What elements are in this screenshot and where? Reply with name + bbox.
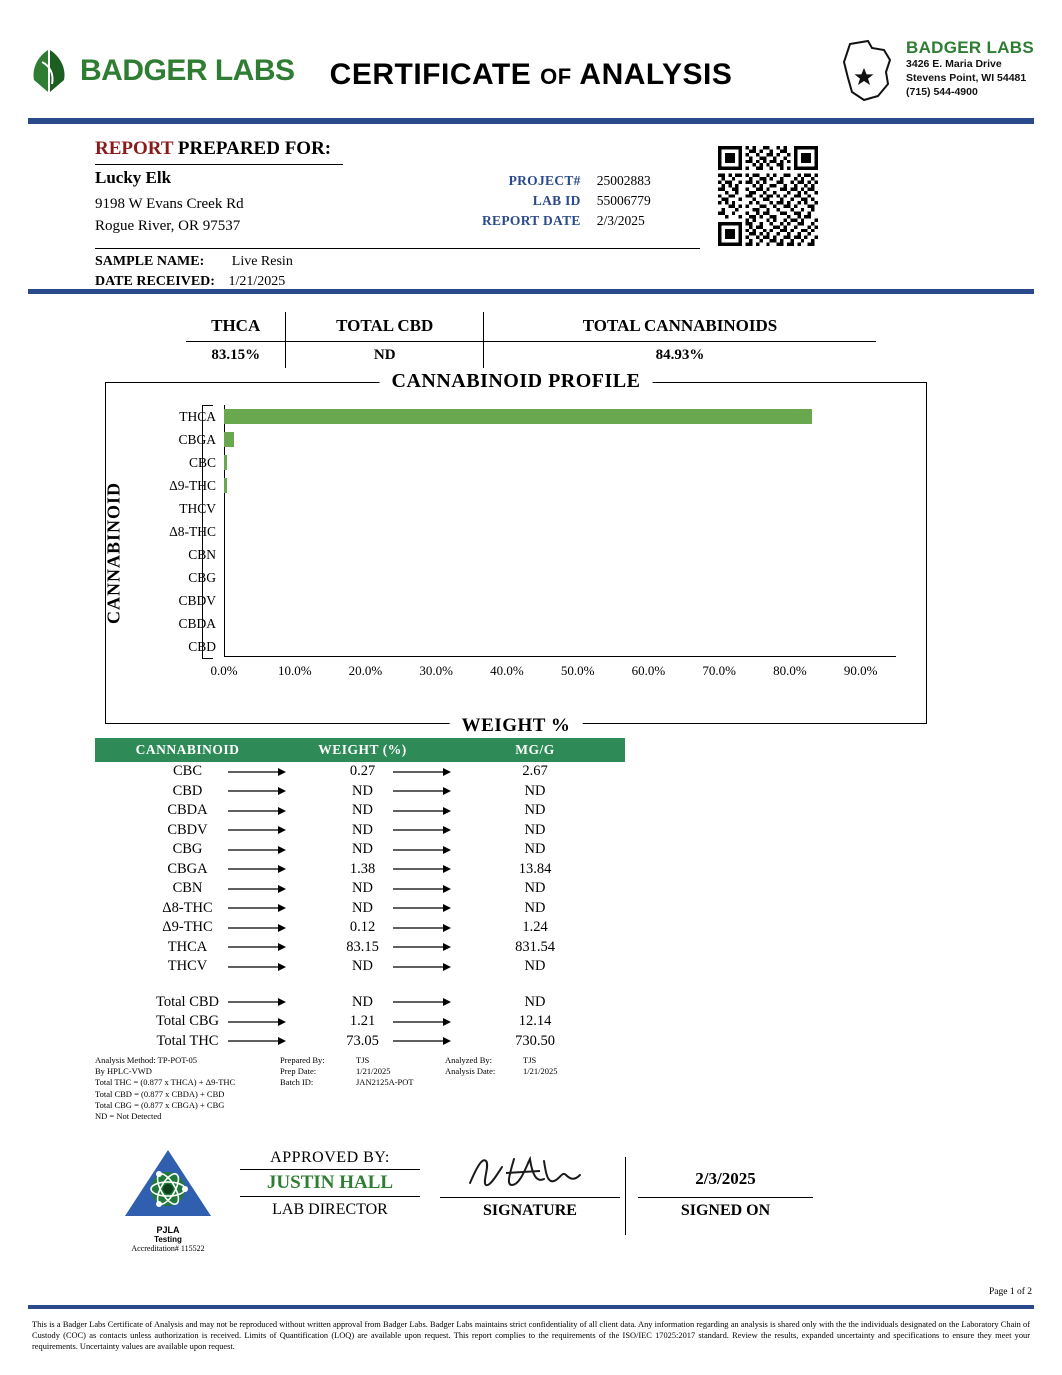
chart-x-tick: 60.0% bbox=[631, 663, 666, 678]
table-row bbox=[95, 938, 625, 958]
signed-on-rule bbox=[638, 1197, 813, 1198]
table-row bbox=[95, 957, 625, 977]
cannabinoid-profile-chart bbox=[103, 370, 927, 736]
arrow-icon bbox=[393, 1037, 451, 1046]
lab-phone: (715) 544-4900 bbox=[906, 85, 978, 98]
results-spacer bbox=[95, 977, 625, 993]
method-note-line: Analysis Method: TP-POT-05 bbox=[95, 1055, 198, 1065]
note-value: TJS bbox=[523, 1055, 537, 1065]
note-key: Analyzed By: bbox=[445, 1055, 492, 1065]
note-value: 1/21/2025 bbox=[356, 1066, 391, 1077]
summary-header-thca: THCA bbox=[186, 312, 286, 342]
chart-x-tick: 90.0% bbox=[843, 663, 878, 678]
analyte-weight: ND bbox=[280, 900, 445, 917]
chart-category-label: Δ8-THC bbox=[169, 524, 216, 539]
summary-table bbox=[186, 312, 876, 368]
method-note-line: Total CBD = (0.877 x CBDA) + CBD bbox=[95, 1088, 225, 1099]
signed-on-date: 2/3/2025 bbox=[695, 1169, 756, 1188]
chart-category-label: CBG bbox=[188, 570, 216, 585]
analyte-weight: 83.15 bbox=[280, 939, 445, 956]
arrow-icon bbox=[228, 865, 286, 874]
arrow-icon bbox=[228, 962, 286, 971]
arrow-icon bbox=[228, 806, 286, 815]
analyte-name: Total CBD bbox=[155, 993, 220, 1010]
analyte-mgg: ND bbox=[445, 900, 625, 917]
table-row bbox=[95, 1012, 625, 1032]
arrow-icon bbox=[393, 923, 451, 932]
note-kv-row bbox=[445, 1066, 645, 1077]
table-row bbox=[482, 212, 651, 230]
client-street: 9198 W Evans Creek Rd bbox=[95, 196, 244, 212]
analyte-weight: 73.05 bbox=[280, 1033, 445, 1050]
method-note-line: Total CBG = (0.877 x CBGA) + CBG bbox=[95, 1099, 225, 1110]
lab-address-line2: Stevens Point, WI 54481 bbox=[906, 71, 1027, 84]
note-key: Analysis Date: bbox=[445, 1066, 496, 1077]
summary-value-total-cannabinoids: 84.93% bbox=[484, 342, 877, 369]
table-row bbox=[95, 860, 625, 880]
analyte-weight: ND bbox=[280, 802, 445, 819]
method-notes bbox=[95, 1055, 655, 1127]
chart-x-tick: 80.0% bbox=[773, 663, 807, 678]
analyte-weight: ND bbox=[280, 783, 445, 800]
title-of: OF bbox=[540, 64, 572, 89]
analyte-mgg: 1.24 bbox=[445, 919, 625, 936]
lab-brand: BADGER LABS bbox=[906, 38, 1034, 57]
table-row bbox=[95, 879, 625, 899]
table-row bbox=[95, 801, 625, 821]
chart-category-label: CBGA bbox=[178, 432, 216, 447]
sample-name-label: SAMPLE NAME: bbox=[95, 254, 205, 269]
analyte-weight: ND bbox=[280, 994, 445, 1011]
approved-by-block bbox=[240, 1149, 420, 1219]
signature-rule bbox=[440, 1197, 620, 1198]
chart-bar-row bbox=[178, 428, 896, 451]
report-date-value: 2/3/2025 bbox=[596, 213, 645, 228]
chart-bar-row bbox=[179, 497, 896, 520]
analyte-weight: ND bbox=[280, 822, 445, 839]
chart-x-tick: 20.0% bbox=[348, 663, 383, 678]
analyte-mgg: ND bbox=[445, 841, 625, 858]
analyte-name: CBC bbox=[172, 763, 202, 780]
signature-image bbox=[440, 1149, 620, 1197]
method-note-line: ND = Not Detected bbox=[95, 1111, 162, 1122]
chart-bar-row bbox=[169, 520, 896, 543]
table-header-row bbox=[186, 312, 876, 342]
arrow-icon bbox=[228, 1037, 286, 1046]
project-number-label: PROJECT# bbox=[508, 173, 581, 188]
qr-code[interactable] bbox=[718, 146, 818, 246]
analyte-weight: ND bbox=[280, 841, 445, 858]
results-header-row bbox=[95, 738, 625, 762]
approval-section bbox=[0, 1141, 1062, 1251]
analyte-name: CBDV bbox=[167, 821, 208, 838]
analysis-info bbox=[445, 1055, 645, 1077]
results-header-cannabinoid: CANNABINOID bbox=[135, 742, 240, 757]
results-header-weight: WEIGHT (%) bbox=[318, 742, 407, 757]
project-fields-table bbox=[480, 170, 653, 232]
analyte-name: Total THC bbox=[156, 1032, 219, 1049]
pjla-name: PJLA bbox=[156, 1225, 180, 1235]
analyte-mgg: 12.14 bbox=[445, 1013, 625, 1030]
approval-vertical-divider bbox=[625, 1157, 626, 1235]
results-body bbox=[95, 762, 625, 977]
chart-category-label: CBC bbox=[188, 455, 216, 470]
report-date-label: REPORT DATE bbox=[482, 213, 581, 228]
arrow-icon bbox=[393, 787, 451, 796]
method-note-line: Total THC = (0.877 x THCA) + Δ9-THC bbox=[95, 1077, 236, 1088]
report-info-section bbox=[0, 124, 1062, 289]
analyte-weight: ND bbox=[280, 880, 445, 897]
summary-header-total-cannabinoids: TOTAL CANNABINOIDS bbox=[484, 312, 877, 342]
arrow-icon bbox=[393, 1017, 451, 1026]
chart-x-axis-label: WEIGHT % bbox=[450, 715, 583, 737]
chart-category-label: CBN bbox=[188, 547, 216, 562]
arrow-icon bbox=[228, 845, 286, 854]
summary-value-thca: 83.15% bbox=[211, 347, 261, 363]
chart-x-ticks bbox=[210, 663, 896, 681]
table-row bbox=[482, 192, 651, 210]
table-row bbox=[95, 840, 625, 860]
chart-category-label: CBDA bbox=[178, 616, 216, 631]
arrow-icon bbox=[393, 826, 451, 835]
chart-bar-row bbox=[169, 474, 896, 497]
chart-bar bbox=[224, 409, 812, 424]
chart-bar-row bbox=[179, 405, 896, 428]
chart-bar-row bbox=[178, 589, 896, 612]
arrow-icon bbox=[228, 904, 286, 913]
pjla-accreditation-number: Accreditation# 115522 bbox=[131, 1244, 205, 1253]
title-tail: ANALYSIS bbox=[579, 58, 733, 91]
analyte-mgg: ND bbox=[445, 822, 625, 839]
signature-label: SIGNATURE bbox=[483, 1202, 577, 1219]
date-received-label: DATE RECEIVED: bbox=[95, 274, 215, 289]
table-row bbox=[95, 782, 625, 802]
lab-id-label: LAB ID bbox=[532, 193, 581, 208]
sample-name-row bbox=[95, 254, 293, 270]
arrow-icon bbox=[228, 787, 286, 796]
date-received-value: 1/21/2025 bbox=[228, 274, 286, 289]
table-row bbox=[95, 1032, 625, 1052]
analyte-weight: 0.27 bbox=[280, 763, 445, 780]
analyte-mgg: 2.67 bbox=[445, 763, 625, 780]
arrow-icon bbox=[393, 884, 451, 893]
arrow-icon bbox=[393, 998, 451, 1007]
lab-address-line1: 3426 E. Maria Drive bbox=[906, 58, 1002, 70]
analyte-name: THCA bbox=[167, 938, 208, 955]
sample-divider bbox=[95, 248, 700, 249]
analyte-name: CBG bbox=[172, 841, 203, 858]
chart-bar-row bbox=[178, 612, 896, 635]
note-value: TJS bbox=[356, 1055, 370, 1065]
arrow-icon bbox=[228, 826, 286, 835]
chart-bar bbox=[224, 432, 234, 447]
arrow-icon bbox=[228, 1017, 286, 1026]
table-row bbox=[482, 172, 651, 190]
results-header-mgg: MG/G bbox=[515, 742, 555, 757]
analyte-mgg: 831.54 bbox=[445, 939, 625, 956]
approver-rule bbox=[240, 1196, 420, 1197]
analyte-mgg: 730.50 bbox=[445, 1033, 625, 1050]
arrow-icon bbox=[393, 904, 451, 913]
prepared-for-word: PREPARED FOR: bbox=[177, 138, 332, 159]
page-header bbox=[0, 0, 1062, 118]
prep-info bbox=[280, 1055, 440, 1089]
arrow-icon bbox=[393, 845, 451, 854]
analyte-mgg: ND bbox=[445, 783, 625, 800]
analyte-name: Δ9-THC bbox=[162, 919, 213, 936]
summary-value-total-cbd: ND bbox=[286, 342, 484, 369]
approver-name: JUSTIN HALL bbox=[266, 1172, 394, 1193]
pjla-accreditation-badge bbox=[122, 1147, 214, 1253]
analyte-name: CBGA bbox=[167, 860, 208, 877]
analyte-name: THCV bbox=[167, 958, 208, 975]
chart-x-tick: 70.0% bbox=[702, 663, 736, 678]
chart-y-axis-label: CANNABINOID bbox=[103, 481, 124, 625]
chart-plot-area bbox=[169, 405, 896, 657]
report-word: REPORT bbox=[95, 138, 174, 159]
analyte-mgg: ND bbox=[445, 802, 625, 819]
note-kv-row bbox=[280, 1077, 440, 1088]
arrow-icon bbox=[228, 767, 286, 776]
chart-bar-row bbox=[188, 543, 896, 566]
logo-text: BADGER LABS bbox=[80, 54, 295, 87]
report-heading-underline bbox=[95, 164, 343, 165]
approved-by-label: APPROVED BY: bbox=[270, 1149, 390, 1166]
page-number: Page 1 of 2 bbox=[988, 1287, 1032, 1297]
wisconsin-map-icon bbox=[838, 38, 898, 104]
client-name: Lucky Elk bbox=[95, 168, 172, 187]
pjla-subtitle: Testing bbox=[154, 1235, 182, 1244]
analyte-name: Total CBG bbox=[155, 1013, 220, 1030]
analyte-weight: 1.38 bbox=[280, 861, 445, 878]
chart-category-label: THCA bbox=[179, 409, 216, 424]
note-key: Prep Date: bbox=[280, 1066, 317, 1077]
chart-bar-row bbox=[188, 566, 896, 589]
table-row bbox=[95, 762, 625, 782]
note-key: Prepared By: bbox=[280, 1055, 325, 1065]
note-kv-row bbox=[280, 1066, 440, 1077]
lab-address-block bbox=[838, 38, 1034, 104]
signed-on-label: SIGNED ON bbox=[680, 1202, 771, 1219]
note-kv-row bbox=[445, 1055, 645, 1066]
project-number-value: 25002883 bbox=[596, 173, 651, 188]
analyte-mgg: 13.84 bbox=[445, 861, 625, 878]
chart-x-tick: 0.0% bbox=[210, 663, 238, 678]
analyte-weight: 1.21 bbox=[280, 1013, 445, 1030]
note-key: Batch ID: bbox=[280, 1077, 314, 1088]
table-row bbox=[186, 342, 876, 369]
arrow-icon bbox=[393, 767, 451, 776]
analyte-weight: 0.12 bbox=[280, 919, 445, 936]
analyte-name: Δ8-THC bbox=[162, 899, 213, 916]
client-city: Rogue River, OR 97537 bbox=[95, 218, 241, 234]
chart-x-tick: 50.0% bbox=[560, 663, 595, 678]
results-totals bbox=[95, 993, 625, 1052]
chart-category-label: CBDV bbox=[178, 593, 216, 608]
arrow-icon bbox=[393, 943, 451, 952]
chart-bar-row bbox=[188, 635, 896, 658]
chart-x-tick: 40.0% bbox=[490, 663, 524, 678]
chart-category-label: Δ9-THC bbox=[169, 478, 216, 493]
note-kv-row bbox=[280, 1055, 440, 1066]
table-row bbox=[95, 918, 625, 938]
method-notes-left bbox=[95, 1055, 275, 1122]
analyte-name: CBN bbox=[172, 880, 203, 897]
chart-category-label: THCV bbox=[179, 501, 216, 516]
table-row bbox=[95, 821, 625, 841]
arrow-icon bbox=[393, 865, 451, 874]
lab-id-value: 55006779 bbox=[596, 193, 651, 208]
date-received-row bbox=[95, 274, 285, 290]
note-value: 1/21/2025 bbox=[523, 1066, 558, 1077]
analyte-mgg: ND bbox=[445, 994, 625, 1011]
analyte-mgg: ND bbox=[445, 958, 625, 975]
sample-name-value: Live Resin bbox=[231, 254, 293, 269]
approved-by-rule bbox=[240, 1169, 420, 1170]
table-row bbox=[95, 993, 625, 1013]
chart-x-tick: 30.0% bbox=[419, 663, 453, 678]
note-value: JAN2125A-POT bbox=[356, 1077, 414, 1088]
arrow-icon bbox=[228, 923, 286, 932]
disclaimer-text: This is a Badger Labs Certificate of Analysis and may not be reproduced without written approval from Badger Labs. Badger Labs maintains strict confidentiality of all client data. Any information regarding an analysis is shared only with the the individuals designated on the Laboratory Chain of Custody (COC) as contacts unless authorization is received. Limits of Quantification (LOQ) are available upon request. This report complies to the requirements of the ISO/IEC 17025:2017 standard. Review the results, expanded uncertainty and specifications to ensure they meet your requirements. Uncertainty values are available upon request. bbox=[32, 1320, 1030, 1352]
arrow-icon bbox=[228, 884, 286, 893]
analyte-weight: ND bbox=[280, 958, 445, 975]
arrow-icon bbox=[228, 943, 286, 952]
chart-title: CANNABINOID PROFILE bbox=[380, 370, 653, 393]
chart-bar bbox=[224, 478, 227, 493]
signed-on-block bbox=[638, 1149, 813, 1220]
footer-divider bbox=[28, 1305, 1034, 1309]
method-note-line: By HPLC-VWD bbox=[95, 1066, 152, 1077]
analyte-mgg: ND bbox=[445, 880, 625, 897]
analyte-name: CBDA bbox=[167, 802, 208, 819]
signature-block bbox=[440, 1149, 620, 1220]
analyte-name: CBD bbox=[172, 782, 203, 799]
chart-bar bbox=[224, 455, 227, 470]
approver-title: LAB DIRECTOR bbox=[272, 1201, 388, 1218]
arrow-icon bbox=[393, 962, 451, 971]
summary-header-total-cbd: TOTAL CBD bbox=[286, 312, 484, 342]
results-table bbox=[95, 738, 625, 1051]
title-main: CERTIFICATE bbox=[329, 58, 532, 91]
chart-x-tick: 10.0% bbox=[277, 663, 312, 678]
table-row bbox=[95, 899, 625, 919]
arrow-icon bbox=[393, 806, 451, 815]
chart-bar-row bbox=[188, 451, 896, 474]
chart-category-label: CBD bbox=[188, 639, 216, 654]
arrow-icon bbox=[228, 998, 286, 1007]
report-prepared-for-heading bbox=[95, 138, 331, 160]
